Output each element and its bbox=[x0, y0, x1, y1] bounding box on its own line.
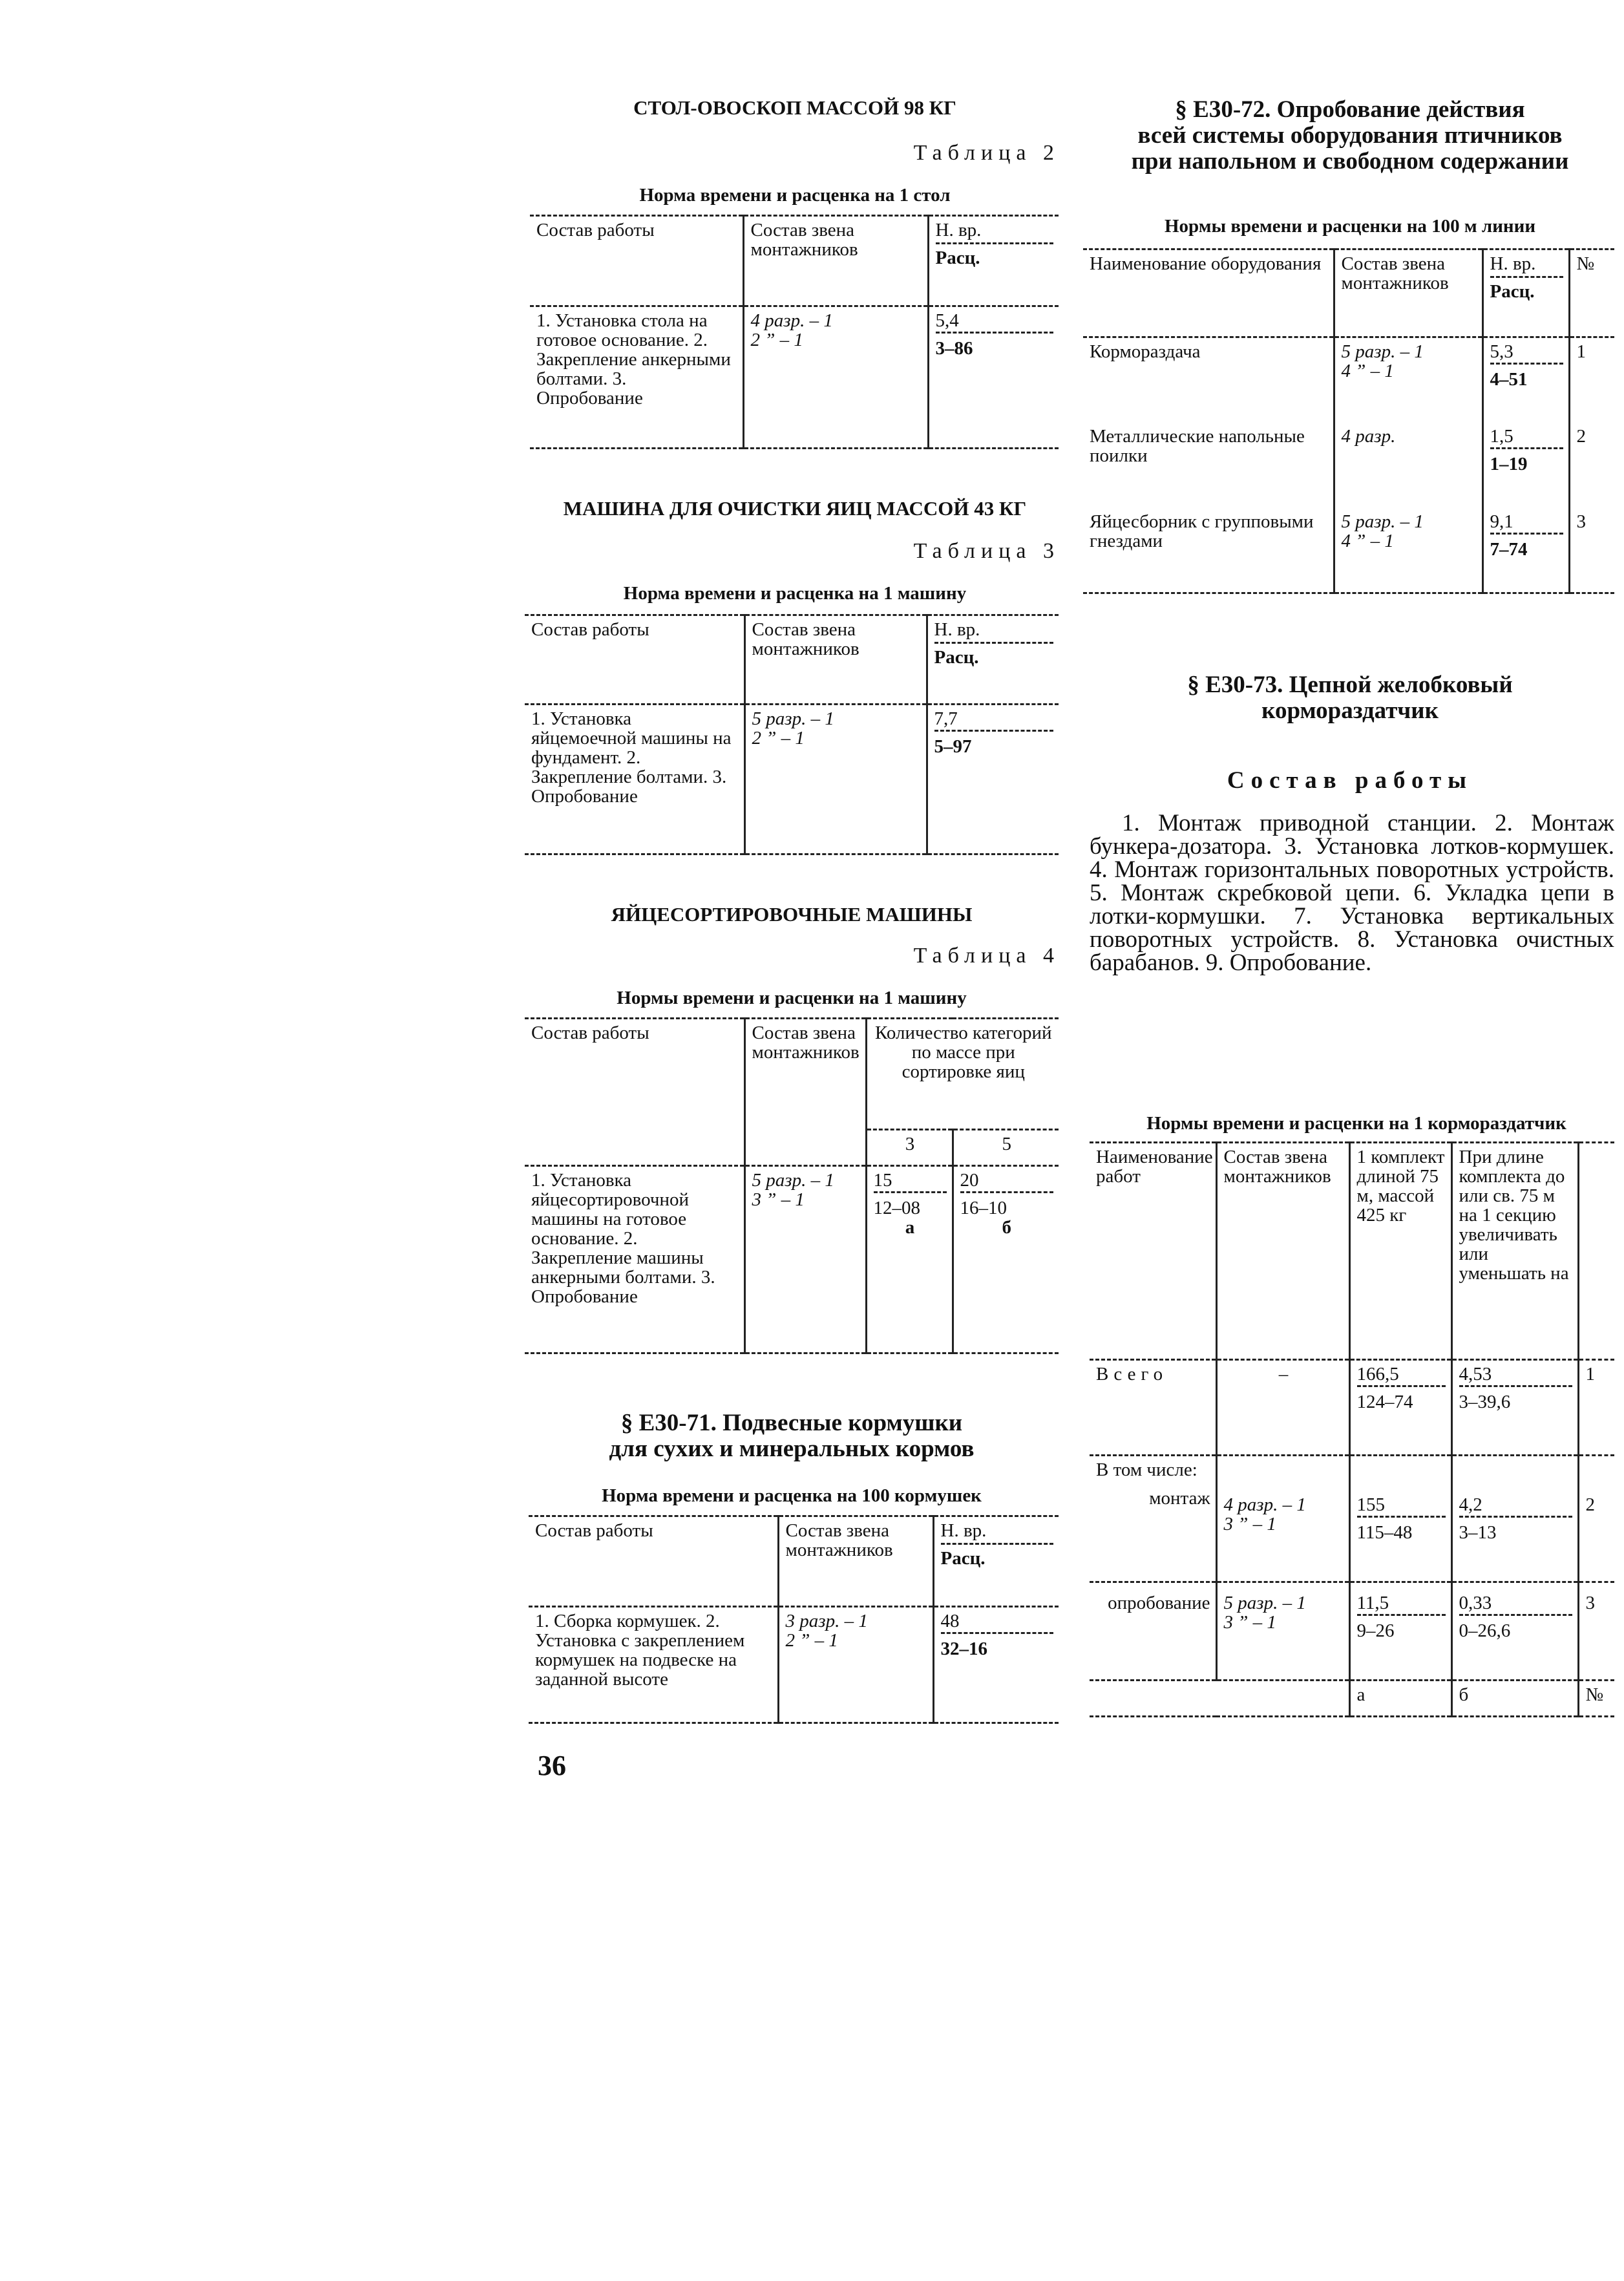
norm-cell-3: 15 12–08 а bbox=[866, 1166, 953, 1353]
col-time-header: Н. вр. Расц. bbox=[927, 615, 1059, 705]
mount-label: В том числе: монтаж bbox=[1090, 1456, 1216, 1582]
col-number-header bbox=[1578, 1143, 1614, 1360]
length-norm-cell: 4,2 3–13 bbox=[1451, 1456, 1578, 1582]
col-work-header: Состав работы bbox=[530, 216, 743, 306]
set-norm-cell: 155 115–48 bbox=[1349, 1456, 1451, 1582]
col-number-header: № bbox=[1569, 249, 1614, 337]
table2-label: Таблица 2 bbox=[913, 141, 1060, 165]
row-number: 1 bbox=[1569, 337, 1614, 423]
crew-cell: 4 разр. bbox=[1334, 423, 1482, 508]
length-norm-cell: 0,33 0–26,6 bbox=[1451, 1582, 1578, 1681]
footer-row bbox=[1090, 1681, 1614, 1717]
section-e30-72-caption: Нормы времени и расценки на 100 м линии bbox=[1164, 216, 1536, 237]
norm-cell: 5,4 3–86 bbox=[928, 306, 1059, 449]
section-e30-71-caption: Норма времени и расценка на 100 кормушек bbox=[602, 1485, 982, 1506]
col-b-marker: б bbox=[1002, 1217, 1011, 1238]
norm-cell: 5,3 4–51 bbox=[1482, 337, 1569, 423]
table4-caption: Нормы времени и расценки на 1 машину bbox=[617, 988, 967, 1008]
norm-cell: 7,7 5–97 bbox=[927, 705, 1059, 854]
row-number: 3 bbox=[1578, 1582, 1614, 1681]
table3 bbox=[525, 614, 1059, 855]
crew-cell: 5 разр. – 1 3 ” – 1 bbox=[744, 1166, 866, 1353]
crew-cell: 4 разр. – 1 2 ” – 1 bbox=[743, 306, 928, 449]
col-time-header: Н. вр. Расц. bbox=[928, 216, 1059, 306]
col-set-header: 1 комплект длиной 75 м, массой 425 кг bbox=[1349, 1143, 1451, 1360]
crew-cell: 5 разр. – 1 4 ” – 1 bbox=[1334, 508, 1482, 593]
row-number: 1 bbox=[1578, 1360, 1614, 1456]
table-row bbox=[1090, 1360, 1614, 1456]
page-number: 36 bbox=[538, 1750, 566, 1781]
norm-cell: 48 32–16 bbox=[933, 1607, 1059, 1723]
crew-cell: 5 разр. – 1 4 ” – 1 bbox=[1334, 337, 1482, 423]
table2 bbox=[530, 215, 1059, 449]
crew-cell: 4 разр. – 1 3 ” – 1 bbox=[1216, 1456, 1349, 1582]
table-e30-73 bbox=[1090, 1141, 1614, 1717]
row-number: 2 bbox=[1569, 423, 1614, 508]
work-description: 1. Монтаж приводной станции. 2. Монтаж бункера-дозатора. 3. Установка лотков-кормушек. 4. Монтаж горизонтальных поворотных устройств. 5. Монтаж скребковой цепи. 6. Укладка цепи в лотки-кормушки. 7. Установка вертикальных поворотных устройств. 8. Установка очистных барабанов. 9. Опробование. bbox=[1090, 810, 1614, 976]
set-norm-cell: 11,5 9–26 bbox=[1349, 1582, 1451, 1681]
section-e30-72-title: § Е30-72. Опробование действия всей системы оборудования птичников при напольном и свободном содержании bbox=[1131, 96, 1569, 175]
col-equipment-header: Наименование оборудования bbox=[1083, 249, 1334, 337]
table-row bbox=[1090, 1456, 1614, 1582]
col-3-header: 3 bbox=[866, 1130, 953, 1166]
col-name-header: Наименование работ bbox=[1090, 1143, 1216, 1360]
table4 bbox=[525, 1017, 1059, 1354]
table-e30-72 bbox=[1083, 248, 1614, 594]
col-work-header: Состав работы bbox=[529, 1516, 778, 1607]
length-norm-cell: 4,53 3–39,6 bbox=[1451, 1360, 1578, 1456]
col-work-header: Состав работы bbox=[525, 615, 744, 705]
col-crew-header: Состав звена монтажников bbox=[743, 216, 928, 306]
test-label: опробование bbox=[1090, 1582, 1216, 1681]
section-e30-71-title: § Е30-71. Подвесные кормушки для сухих и минеральных кормов bbox=[609, 1410, 975, 1462]
col-length-header: При длине комплекта до или св. 75 м на 1 секцию увеличивать или уменьшать на bbox=[1451, 1143, 1578, 1360]
crew-cell: 5 разр. – 1 2 ” – 1 bbox=[744, 705, 927, 854]
crew-cell: – bbox=[1216, 1360, 1349, 1456]
work-description: 1. Установка яйцесортировочной машины на готовое основание. 2. Закрепление машины анкерными болтами. 3. Опробование bbox=[531, 1170, 715, 1307]
norm-cell: 1,5 1–19 bbox=[1482, 423, 1569, 508]
table-row bbox=[1083, 423, 1614, 508]
work-description: 1. Сборка кормушек. 2. Установка с закреплением кормушек на подвеске на заданной высоте bbox=[535, 1611, 745, 1690]
col-number-marker: № bbox=[1578, 1681, 1614, 1717]
col-a-marker: а bbox=[1349, 1681, 1451, 1717]
table4-heading: ЯЙЦЕСОРТИРОВОЧНЫЕ МАШИНЫ bbox=[611, 903, 973, 926]
crew-cell: 5 разр. – 1 3 ” – 1 bbox=[1216, 1582, 1349, 1681]
table3-heading: МАШИНА ДЛЯ ОЧИСТКИ ЯИЦ МАССОЙ 43 КГ bbox=[563, 497, 1027, 520]
table-row bbox=[1083, 337, 1614, 423]
col-crew-header: Состав звена монтажников bbox=[1216, 1143, 1349, 1360]
table3-caption: Норма времени и расценка на 1 машину bbox=[623, 583, 967, 604]
crew-cell: 3 разр. – 1 2 ” – 1 bbox=[778, 1607, 933, 1723]
table2-heading: СТОЛ-ОВОСКОП МАССОЙ 98 КГ bbox=[633, 96, 956, 119]
row-number: 3 bbox=[1569, 508, 1614, 593]
work-heading: Состав работы bbox=[1227, 767, 1473, 794]
row-number: 2 bbox=[1578, 1456, 1614, 1582]
col-work-header: Состав работы bbox=[525, 1019, 744, 1166]
norm-cell: 9,1 7–74 bbox=[1482, 508, 1569, 593]
set-norm-cell: 166,5 124–74 bbox=[1349, 1360, 1451, 1456]
col-crew-header: Состав звена монтажников bbox=[744, 1019, 866, 1166]
table2-caption: Норма времени и расценка на 1 стол bbox=[639, 185, 951, 206]
equipment-name: Кормораздача bbox=[1090, 341, 1201, 362]
equipment-name: Яйцесборник с групповыми гнездами bbox=[1090, 511, 1314, 551]
table3-label: Таблица 3 bbox=[913, 539, 1060, 563]
col-time-header: Н. вр. Расц. bbox=[933, 1516, 1059, 1607]
work-description: 1. Установка яйцемоечной машины на фундамент. 2. Закрепление болтами. 3. Опробование bbox=[531, 708, 732, 807]
table-e30-71 bbox=[529, 1515, 1059, 1724]
col-crew-header: Состав звена монтажников bbox=[1334, 249, 1482, 337]
total-label: Всего bbox=[1090, 1360, 1216, 1456]
col-5-header: 5 bbox=[953, 1130, 1059, 1166]
section-e30-73-title: § Е30-73. Цепной желобковый кормораздатчик bbox=[1187, 672, 1513, 724]
col-crew-header: Состав звена монтажников bbox=[744, 615, 927, 705]
col-crew-header: Состав звена монтажников bbox=[778, 1516, 933, 1607]
norm-cell-5: 20 16–10 б bbox=[953, 1166, 1059, 1353]
equipment-name: Металлические напольные поилки bbox=[1090, 425, 1305, 466]
col-b-marker: б bbox=[1451, 1681, 1578, 1717]
section-e30-73-caption: Нормы времени и расценки на 1 кормораздатчик bbox=[1146, 1113, 1566, 1134]
col-qty-header: Количество категорий по массе при сортировке яиц bbox=[866, 1019, 1059, 1130]
table4-label: Таблица 4 bbox=[913, 944, 1060, 968]
col-time-header: Н. вр. Расц. bbox=[1482, 249, 1569, 337]
col-a-marker: а bbox=[905, 1217, 915, 1238]
table-row bbox=[1083, 508, 1614, 593]
table-row bbox=[1090, 1582, 1614, 1681]
work-description: 1. Установка стола на готовое основание. 2. Закрепление анкерными болтами. 3. Опробование bbox=[536, 310, 731, 408]
